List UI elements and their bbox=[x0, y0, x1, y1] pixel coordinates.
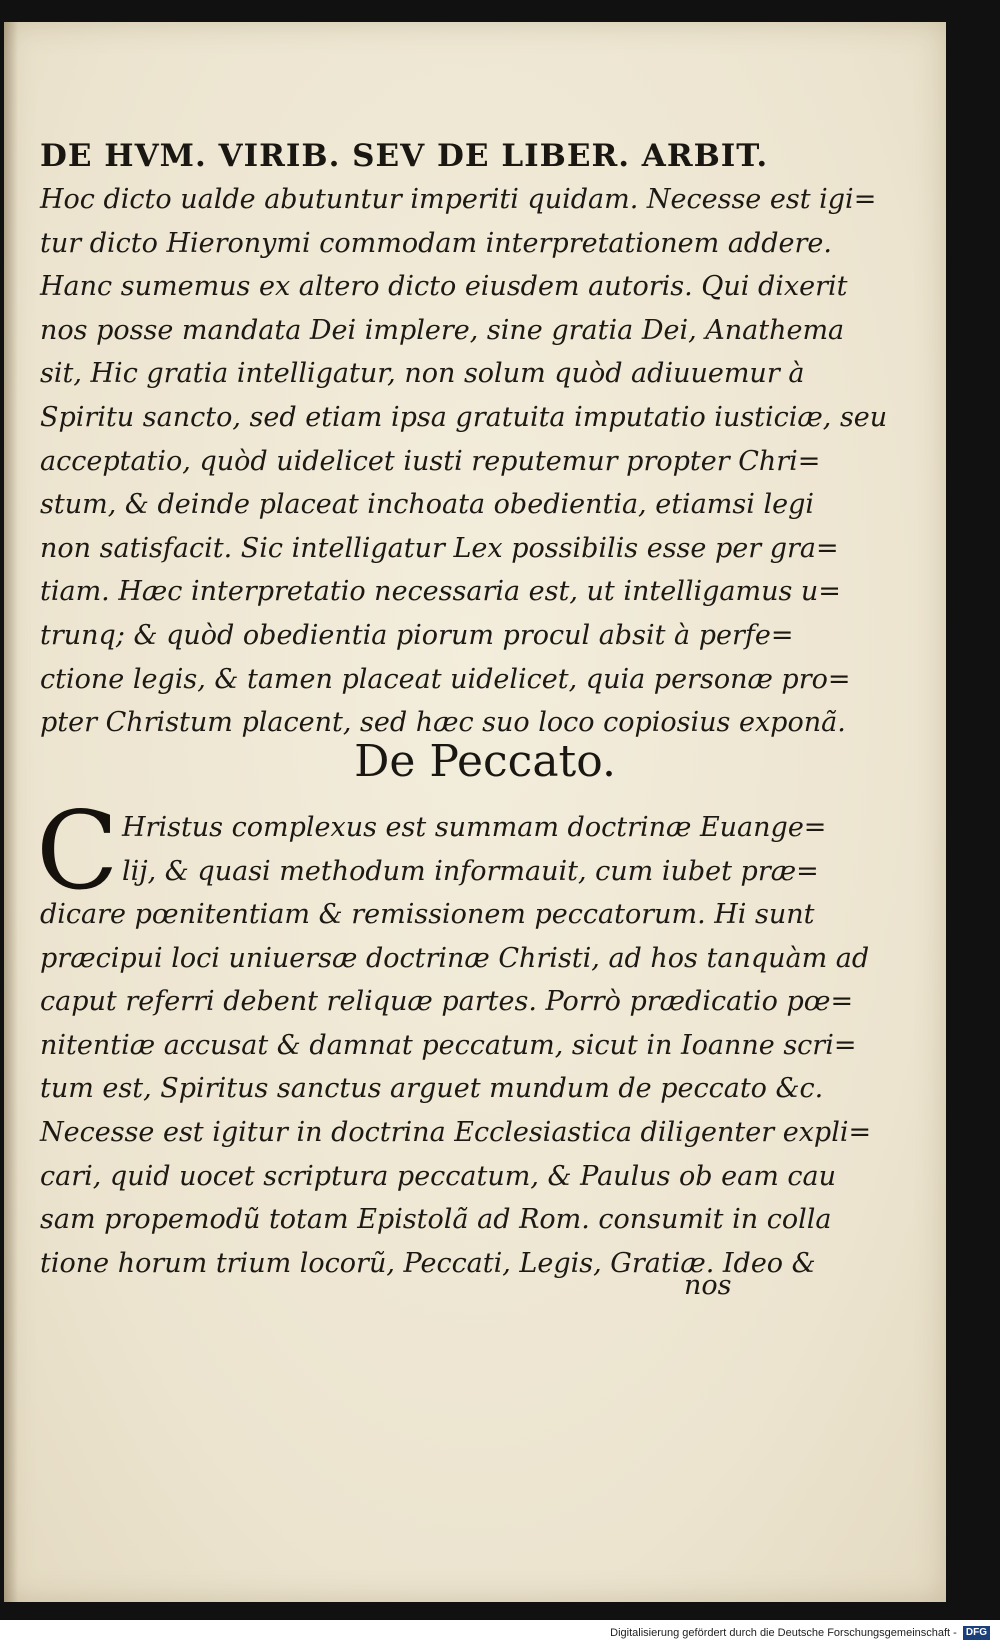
drop-cap-initial: C bbox=[36, 789, 119, 914]
text-line: nos posse mandata Dei implere, sine gratia Dei, Anathema bbox=[40, 314, 845, 346]
text-line: pter Christum placent, sed hæc suo loco copiosius exponã. bbox=[40, 707, 846, 739]
text-line: dicare pœnitentiam & remissionem peccatorum. Hi sunt bbox=[40, 899, 815, 930]
text-line: sam propemodũ totam Epistolã ad Rom. consumit in colla bbox=[40, 1204, 832, 1236]
text-line: caput referri debent reliquæ partes. Porrò prædicatio pœ= bbox=[40, 986, 854, 1018]
paragraph-lead bbox=[122, 806, 827, 893]
book-page bbox=[4, 22, 946, 1602]
text-line: tiam. Hæc interpretatio necessaria est, ut intelligamus u= bbox=[40, 576, 841, 608]
section-heading: De Peccato. bbox=[354, 736, 616, 787]
text-line: trunq; & quòd obedientia piorum procul absit à perfe= bbox=[40, 619, 794, 651]
text-line: tur dicto Hieronymi commodam interpretationem addere. bbox=[40, 227, 832, 259]
catchword: nos bbox=[684, 1270, 732, 1301]
text-line: cari, quid uocet scriptura peccatum, & Paulus ob eam cau bbox=[40, 1160, 837, 1192]
digitization-credit bbox=[0, 1620, 990, 1646]
text-line: lij, & quasi methodum informauit, cum iubet præ= bbox=[122, 855, 819, 887]
text-line: Hanc sumemus ex altero dicto eiusdem autoris. Qui dixerit bbox=[40, 271, 848, 303]
text-line: præcipui loci uniuersæ doctrinæ Christi, ad hos tanquàm ad bbox=[40, 942, 870, 974]
text-line: Necesse est igitur in doctrina Ecclesiastica diligenter expli= bbox=[40, 1116, 872, 1148]
running-head: DE HVM. VIRIB. SEV DE LIBER. ARBIT. bbox=[40, 138, 769, 174]
paragraph-body bbox=[40, 893, 872, 1285]
text-line: stum, & deinde placeat inchoata obedientia, etiamsi legi bbox=[40, 489, 814, 521]
text-line: tione horum trium locorũ, Peccati, Legis, Gratiæ. Ideo & bbox=[40, 1247, 816, 1279]
text-line: nitentiæ accusat & damnat peccatum, sicut in Ioanne scri= bbox=[40, 1029, 857, 1061]
credit-text: Digitalisierung gefördert durch die Deutsche Forschungsgemeinschaft - bbox=[610, 1627, 957, 1639]
text-line: tum est, Spiritus sanctus arguet mundum de peccato &c. bbox=[40, 1073, 824, 1105]
text-line: Hoc dicto ualde abutuntur imperiti quidam. Necesse est igi= bbox=[40, 184, 877, 215]
text-line: Hristus complexus est summam doctrinæ Euange= bbox=[122, 812, 827, 843]
text-line: Spiritu sancto, sed etiam ipsa gratuita imputatio iusticiæ, seu bbox=[40, 401, 888, 433]
text-line: non satisfacit. Sic intelligatur Lex possibilis esse per gra= bbox=[40, 532, 839, 564]
text-line: sit, Hic gratia intelligatur, non solum quòd adiuuemur à bbox=[40, 358, 805, 390]
dfg-logo-icon: DFG bbox=[963, 1626, 990, 1640]
paragraph-continuation bbox=[40, 178, 888, 745]
text-line: ctione legis, & tamen placeat uidelicet, quia personæ pro= bbox=[40, 663, 851, 695]
text-line: acceptatio, quòd uidelicet iusti reputemur propter Chri= bbox=[40, 445, 821, 477]
